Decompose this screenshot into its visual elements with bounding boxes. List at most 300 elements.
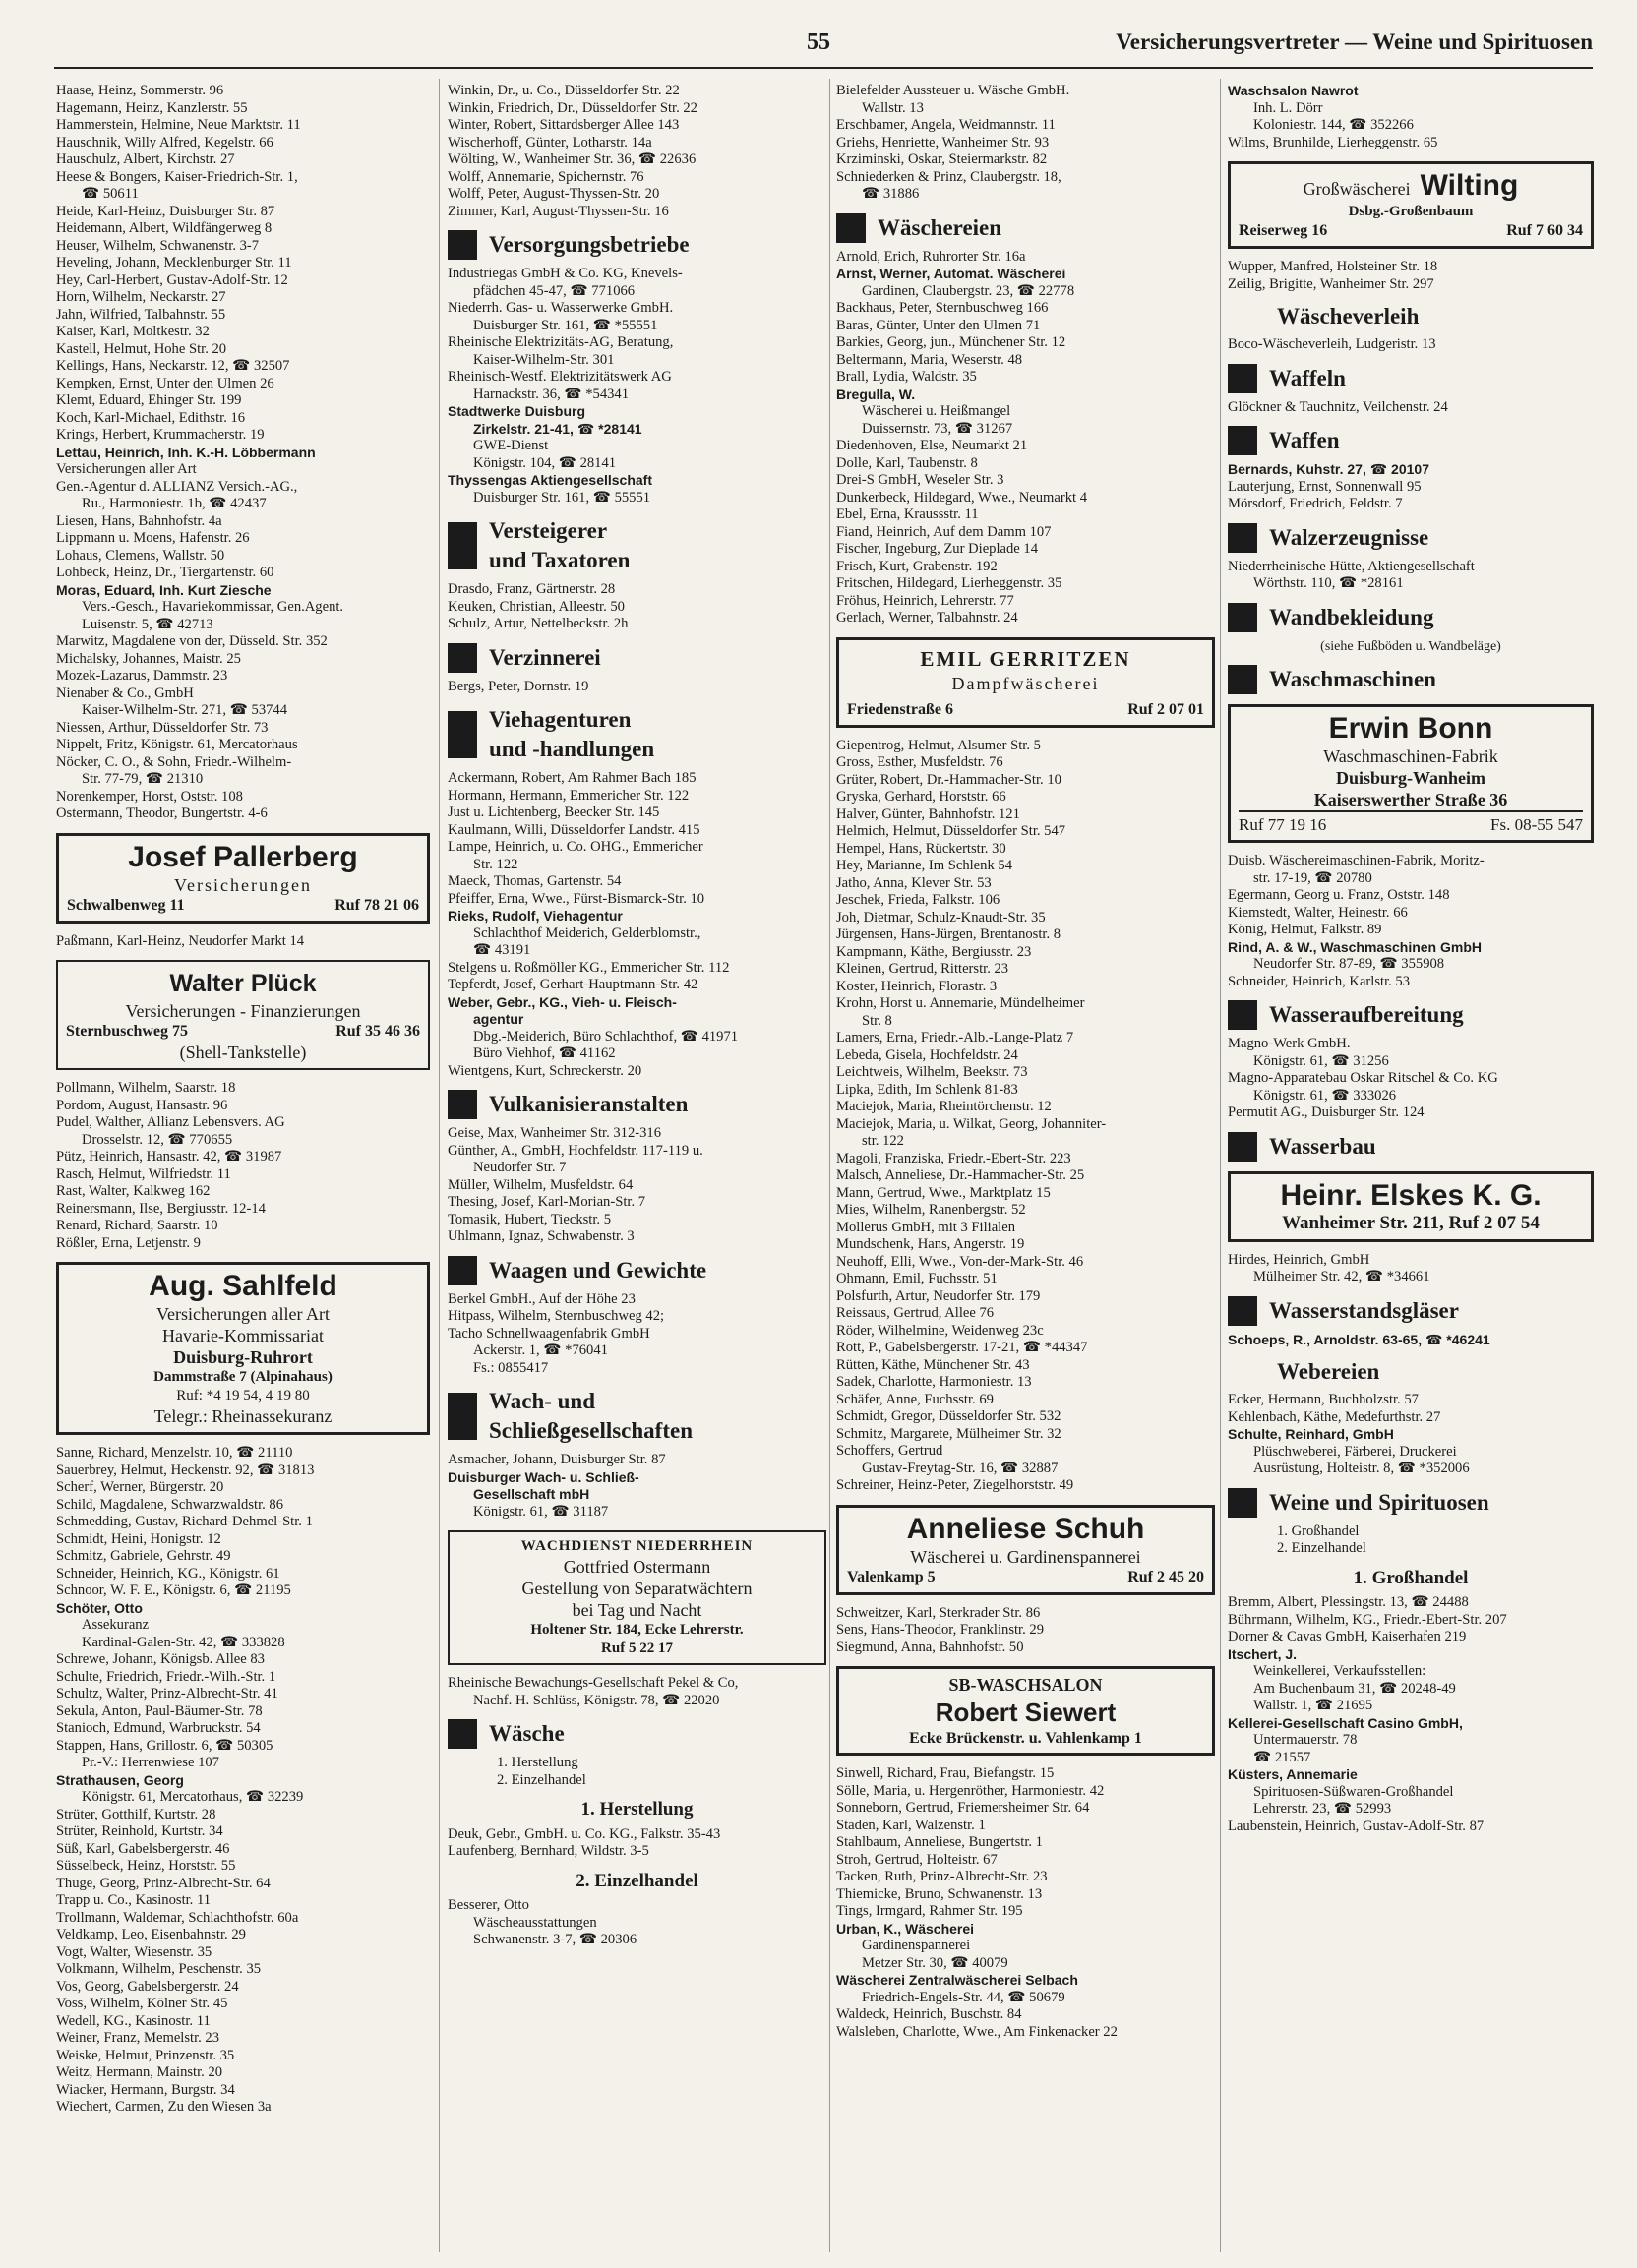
ad-line: Gottfried Ostermann <box>563 1557 711 1577</box>
list-item: Büro Viehhof, ☎ 41162 <box>473 1045 616 1061</box>
list-item: Heuser, Wilhelm, Schwanenstr. 3-7 <box>56 237 260 254</box>
section-title: Wäscheverleih <box>1277 304 1420 328</box>
list-item: Kellerei-Gesellschaft Casino GmbH, <box>1228 1714 1463 1731</box>
list-item: GWE-Dienst <box>473 438 549 453</box>
list-item: Ackerstr. 1, ☎ *76041 <box>473 1343 608 1358</box>
entry-list <box>836 1605 1215 1657</box>
list-item: Jürgensen, Hans-Jürgen, Brentanostr. 8 <box>836 926 1061 942</box>
section-marker <box>448 1256 477 1285</box>
list-item: Brall, Lydia, Waldstr. 35 <box>836 369 977 385</box>
list-item: Magoli, Franziska, Friedr.-Ebert-Str. 223 <box>836 1150 1071 1166</box>
section-wasserbau <box>1228 1132 1594 1162</box>
entry-list <box>448 770 826 1080</box>
list-item: Mollerus GmbH, mit 3 Filialen <box>836 1219 1016 1235</box>
list-item: Lehrerstr. 23, ☎ 52993 <box>1253 1801 1392 1817</box>
entry-list <box>1228 559 1594 593</box>
list-item: Wupper, Manfred, Holsteiner Str. 18 <box>1228 259 1438 274</box>
list-item: Stelgens u. Roßmöller KG., Emmericher Str. 112 <box>448 959 730 976</box>
list-item: Sanne, Richard, Menzelstr. 10, ☎ 21110 <box>56 1445 293 1461</box>
list-item: Weiner, Franz, Memelstr. 23 <box>56 2030 220 2046</box>
list-item: Weitz, Hermann, Mainstr. 20 <box>56 2064 223 2080</box>
list-item: Lohbeck, Heinz, Dr., Tiergartenstr. 60 <box>56 565 274 580</box>
list-item: Mülheimer Str. 42, ☎ *34661 <box>1253 1269 1430 1284</box>
subsection-title: 2. Einzelhandel <box>576 1870 698 1891</box>
list-item: Hempel, Hans, Rückertstr. 30 <box>836 840 1006 857</box>
list-item: Untermauerstr. 78 <box>1253 1732 1358 1748</box>
list-item: Dbg.-Meiderich, Büro Schlachthof, ☎ 41971 <box>473 1028 739 1044</box>
list-item: Kaiser, Karl, Moltkestr. 32 <box>56 324 210 339</box>
list-item: Metzer Str. 30, ☎ 40079 <box>862 1954 1008 1971</box>
entry-list <box>448 1452 826 1521</box>
list-item: Schmitz, Margarete, Mülheimer Str. 32 <box>836 1425 1061 1442</box>
list-item: Schoeps, R., Arnoldstr. 63-65, ☎ *46241 <box>1228 1331 1490 1347</box>
list-item: Laubenstein, Heinrich, Gustav-Adolf-Str. 87 <box>1228 1818 1485 1834</box>
section-marker <box>1228 1488 1257 1518</box>
section-title: Weine und Spirituosen <box>1269 1489 1489 1515</box>
list-item: Just u. Lichtenberg, Beecker Str. 145 <box>448 805 660 820</box>
list-item: Niessen, Arthur, Düsseldorfer Str. 73 <box>56 719 269 736</box>
section-title: Walzerzeugnisse <box>1269 524 1429 550</box>
section-title: Vulkanisieranstalten <box>489 1092 689 1116</box>
section-title: Versorgungsbetriebe <box>489 232 690 257</box>
ad-line: Versicherungen <box>174 874 312 895</box>
section-waschmaschinen <box>1228 665 1594 694</box>
list-item: Winkin, Dr., u. Co., Düsseldorfer Str. 22 <box>448 83 680 98</box>
ad-pallerberg <box>56 833 430 924</box>
ad-line: Ecke Brückenstr. u. Vahlenkamp 1 <box>909 1730 1142 1747</box>
ad-line: Holtener Str. 184, Ecke Lehrerstr. <box>530 1622 744 1638</box>
list-item: Sinwell, Richard, Frau, Biefangstr. 15 <box>836 1765 1055 1781</box>
section-weine <box>1228 1488 1594 1518</box>
section-waffen <box>1228 426 1594 455</box>
list-item: Schulz, Artur, Nettelbeckstr. 2h <box>448 616 629 631</box>
list-item: Thesing, Josef, Karl-Morian-Str. 7 <box>448 1194 646 1210</box>
list-item: Ausrüstung, Holteistr. 8, ☎ *352006 <box>1253 1461 1470 1476</box>
entry-list <box>448 1826 826 1861</box>
list-item: Niederrheinische Hütte, Aktiengesellschaft <box>1228 558 1475 574</box>
list-item: Reinersmann, Ilse, Bergiusstr. 12-14 <box>56 1200 266 1217</box>
ad-line: Ruf: *4 19 54, 4 19 80 <box>176 1388 310 1403</box>
list-item: König, Helmut, Falkstr. 89 <box>1228 922 1382 937</box>
list-item: Pütz, Heinrich, Hansastr. 42, ☎ 31987 <box>56 1149 282 1164</box>
entry-list <box>1228 336 1594 354</box>
list-item: Weinkellerei, Verkaufsstellen: <box>1253 1663 1426 1679</box>
list-item: ☎ 21557 <box>1253 1749 1311 1765</box>
entry-list <box>836 1765 1215 2041</box>
list-item: Lauterjung, Ernst, Sonnenwall 95 <box>1228 478 1422 495</box>
list-item: Weber, Gebr., KG., Vieh- u. Fleisch- <box>448 993 677 1010</box>
list-item: Str. 8 <box>862 1012 892 1029</box>
list-item: Stappen, Hans, Grillostr. 6, ☎ 50305 <box>56 1737 273 1754</box>
list-item: Hey, Carl-Herbert, Gustav-Adolf-Str. 12 <box>56 271 288 288</box>
section-waffeln <box>1228 364 1594 393</box>
cross-reference: (siehe Fußböden u. Wandbeläge) <box>1320 638 1501 654</box>
list-item: Kaiser-Wilhelm-Str. 271, ☎ 53744 <box>82 702 288 718</box>
list-item: Küsters, Annemarie <box>1228 1766 1358 1782</box>
entry-list <box>1228 1036 1594 1122</box>
list-item: Grüter, Robert, Dr.-Hammacher-Str. 10 <box>836 771 1061 788</box>
list-item: Scherf, Werner, Bürgerstr. 20 <box>56 1479 224 1495</box>
list-item: Neudorfer Str. 87-89, ☎ 355908 <box>1253 956 1445 972</box>
list-item: Jahn, Wilfried, Talbahnstr. 55 <box>56 306 226 323</box>
list-item: agentur <box>473 1011 524 1027</box>
column-1 <box>56 83 430 2117</box>
list-item: Strüter, Reinhold, Kurtstr. 34 <box>56 1823 223 1839</box>
section-vieh <box>448 705 826 764</box>
list-item: Strathausen, Georg <box>56 1771 184 1788</box>
list-item: Nachf. H. Schlüss, Königstr. 78, ☎ 22020 <box>473 1692 720 1708</box>
list-item: str. 17-19, ☎ 20780 <box>1253 869 1372 886</box>
ad-line: Duisburg-Wanheim <box>1335 768 1486 788</box>
list-item: Jatho, Anna, Klever Str. 53 <box>836 874 992 891</box>
list-item: Thiemicke, Bruno, Schwanenstr. 13 <box>836 1885 1043 1902</box>
list-item: Kaiser-Wilhelm-Str. 301 <box>473 351 615 368</box>
entry-list <box>448 1755 826 1789</box>
ad-name: Anneliese Schuh <box>906 1512 1145 1545</box>
list-item: Rind, A. & W., Waschmaschinen GmbH <box>1228 938 1482 955</box>
section-title: Waschmaschinen <box>1269 667 1436 691</box>
column-divider <box>439 79 440 2252</box>
list-item: Ohmann, Emil, Fuchsstr. 51 <box>836 1271 998 1286</box>
list-item: 1. Herstellung <box>497 1755 578 1770</box>
list-item: Polsfurth, Artur, Neudorfer Str. 179 <box>836 1287 1041 1304</box>
ad-street: Reiserweg 16 <box>1239 222 1328 239</box>
list-item: Dorner & Cavas GmbH, Kaiserhafen 219 <box>1228 1629 1467 1644</box>
section-marker <box>1228 665 1257 694</box>
ad-phone: Ruf 35 46 36 <box>335 1023 420 1040</box>
list-item: Liesen, Hans, Bahnhofstr. 4a <box>56 512 222 529</box>
list-item: Schäfer, Anne, Fuchsstr. 69 <box>836 1391 994 1407</box>
list-item: Nöcker, C. O., & Sohn, Friedr.-Wilhelm- <box>56 753 292 770</box>
list-item: Lipka, Edith, Im Schlenk 81-83 <box>836 1081 1018 1098</box>
entry-list <box>448 581 826 633</box>
entry-list <box>448 83 826 220</box>
column-4 <box>1228 83 1594 1835</box>
list-item: Drasdo, Franz, Gärtnerstr. 28 <box>448 581 616 597</box>
section-marker <box>448 230 477 260</box>
list-item: Koch, Karl-Michael, Edithstr. 16 <box>56 409 246 426</box>
list-item: Wörthstr. 110, ☎ *28161 <box>1253 575 1404 591</box>
section-waescheverleih <box>1228 303 1594 330</box>
ad-phone: Ruf 77 19 16 <box>1239 815 1327 834</box>
list-item: Maciejok, Maria, u. Wilkat, Georg, Johanniter- <box>836 1115 1107 1132</box>
ad-name: EMIL GERRITZEN <box>920 646 1131 671</box>
ad-name: Aug. Sahlfeld <box>149 1270 337 1302</box>
section-wasserstand <box>1228 1296 1594 1326</box>
list-item: Kehlenbach, Käthe, Medefurthstr. 27 <box>1228 1408 1441 1425</box>
section-marker <box>1228 364 1257 393</box>
list-item: Beltermann, Maria, Weserstr. 48 <box>836 351 1023 368</box>
section-waagen <box>448 1256 826 1285</box>
section-marker <box>1228 1000 1257 1030</box>
list-item: Griehs, Henriette, Wanheimer Str. 93 <box>836 134 1050 150</box>
entry-list <box>448 266 826 507</box>
list-item: Keuken, Christian, Alleestr. 50 <box>448 598 625 615</box>
list-item: Bielefelder Aussteuer u. Wäsche GmbH. <box>836 83 1070 98</box>
list-item: Sölle, Maria, u. Hergenröther, Harmoniestr. 42 <box>836 1782 1105 1799</box>
list-item: Gryska, Gerhard, Horststr. 66 <box>836 789 1006 805</box>
section-marker <box>448 1719 477 1749</box>
entry-list <box>56 1080 430 1252</box>
ad-schuh <box>836 1505 1215 1595</box>
ad-plueck <box>56 960 430 1070</box>
list-item: Schulte, Friedrich, Friedr.-Wilh.-Str. 1 <box>56 1668 276 1685</box>
list-item: Stadtwerke Duisburg <box>448 403 586 419</box>
list-item: Königstr. 61, ☎ 31256 <box>1253 1052 1389 1069</box>
ad-elskes <box>1228 1171 1594 1242</box>
list-item: Hormann, Hermann, Emmericher Str. 122 <box>448 787 690 804</box>
list-item: Schoffers, Gertrud <box>836 1443 943 1459</box>
list-item: Stahlbaum, Anneliese, Bungertstr. 1 <box>836 1834 1043 1850</box>
list-item: Trapp u. Co., Kasinostr. 11 <box>56 1892 212 1908</box>
list-item: Geise, Max, Wanheimer Str. 312-316 <box>448 1125 662 1141</box>
list-item: Berkel GmbH., Auf der Höhe 23 <box>448 1290 636 1307</box>
list-item: Waschsalon Nawrot <box>1228 83 1359 98</box>
list-item: Maciejok, Maria, Rheintörchenstr. 12 <box>836 1099 1052 1114</box>
list-item: Thyssengas Aktiengesellschaft <box>448 472 653 488</box>
list-item: Erschbamer, Angela, Weidmannstr. 11 <box>836 117 1056 133</box>
list-item: Kardinal-Galen-Str. 42, ☎ 333828 <box>82 1634 285 1650</box>
list-item: Wolff, Peter, August-Thyssen-Str. 20 <box>448 186 660 202</box>
entry-list <box>448 1125 826 1246</box>
list-item: Mundschenk, Hans, Angerstr. 19 <box>836 1236 1025 1252</box>
list-item: Pr.-V.: Herrenwiese 107 <box>82 1755 219 1770</box>
list-item: Hitpass, Wilhelm, Sternbuschweg 42; <box>448 1308 665 1324</box>
section-title: Wasserbau <box>1269 1133 1376 1159</box>
list-item: Spirituosen-Süßwaren-Großhandel <box>1253 1783 1454 1800</box>
list-item: Königstr. 61, ☎ 31187 <box>473 1503 609 1520</box>
entry-list <box>56 1445 430 2117</box>
ad-line: Dsbg.-Großenbaum <box>1348 204 1474 219</box>
list-item: Sadek, Charlotte, Harmoniestr. 13 <box>836 1374 1032 1390</box>
list-item: Königstr. 61, ☎ 333026 <box>1253 1087 1397 1104</box>
list-item: Duisburger Str. 161, ☎ 55551 <box>473 489 651 506</box>
list-item: Thuge, Georg, Prinz-Albrecht-Str. 64 <box>56 1875 271 1891</box>
list-item: Schild, Magdalene, Schwarzwaldstr. 86 <box>56 1496 284 1513</box>
list-item: Lohaus, Clemens, Wallstr. 50 <box>56 547 225 564</box>
section-title: Webereien <box>1277 1359 1380 1384</box>
list-item: 1. Großhandel <box>1277 1522 1360 1539</box>
list-item: Horn, Wilhelm, Neckarstr. 27 <box>56 289 226 305</box>
ad-street: Sternbuschweg 75 <box>66 1023 189 1040</box>
list-item: Weiske, Helmut, Prinzenstr. 35 <box>56 2047 235 2063</box>
ad-line: Telegr.: Rheinassekuranz <box>153 1406 333 1426</box>
section-marker <box>448 1090 477 1119</box>
section-waesche <box>448 1719 826 1749</box>
list-item: Ackermann, Robert, Am Rahmer Bach 185 <box>448 770 697 786</box>
list-item: Hagemann, Heinz, Kanzlerstr. 55 <box>56 99 248 116</box>
list-item: Nienaber & Co., GmbH <box>56 685 194 701</box>
list-item: Rheinische Bewachungs-Gesellschaft Pekel & Co, <box>448 1675 739 1691</box>
list-item: Backhaus, Peter, Sternbuschweg 166 <box>836 300 1049 316</box>
list-item: Drei-S GmbH, Weseler Str. 3 <box>836 472 1004 488</box>
entry-list <box>1228 83 1594 151</box>
list-item: Urban, K., Wäscherei <box>836 1920 975 1937</box>
section-title: Wasserstandsgläser <box>1269 1297 1459 1323</box>
list-item: Michalsky, Johannes, Maistr. 25 <box>56 650 241 667</box>
list-item: Halver, Günter, Bahnhofstr. 121 <box>836 806 1020 822</box>
section-marker <box>1228 523 1257 553</box>
list-item: Permutit AG., Duisburger Str. 124 <box>1228 1104 1425 1120</box>
list-item: Ru., Harmoniestr. 1b, ☎ 42437 <box>82 496 267 511</box>
list-item: Tings, Irmgard, Rahmer Str. 195 <box>836 1903 1023 1919</box>
list-item: Pordom, August, Hansastr. 96 <box>56 1097 228 1113</box>
list-item: Veldkamp, Leo, Eisenbahnstr. 29 <box>56 1927 246 1942</box>
list-item: Magno-Apparatebau Oskar Ritschel & Co. KG <box>1228 1070 1498 1086</box>
ad-line: (Shell-Tankstelle) <box>179 1043 307 1062</box>
list-item: Stanioch, Edmund, Warbruckstr. 54 <box>56 1720 261 1736</box>
list-item: Rößler, Erna, Letjenstr. 9 <box>56 1234 201 1251</box>
list-item: Röder, Wilhelmine, Weidenweg 23c <box>836 1322 1044 1339</box>
list-item: Am Buchenbaum 31, ☎ 20248-49 <box>1253 1680 1456 1697</box>
list-item: Rütten, Käthe, Münchener Str. 43 <box>836 1356 1030 1373</box>
list-item: Schneider, Heinrich, Karlstr. 53 <box>1228 973 1411 989</box>
ad-line: Dampfwäscherei <box>951 673 1100 693</box>
list-item: ☎ 50611 <box>82 186 139 202</box>
list-item: Fiand, Heinrich, Auf dem Damm 107 <box>836 523 1052 540</box>
list-item: Kleinen, Gertrud, Ritterstr. 23 <box>836 961 1009 977</box>
list-item: Lamers, Erna, Friedr.-Alb.-Lange-Platz 7 <box>836 1030 1074 1045</box>
section-title: Wach- und Schließgesellschaften <box>489 1389 693 1443</box>
list-item: Koster, Heinrich, Florastr. 3 <box>836 978 998 994</box>
list-item: Schultz, Walter, Prinz-Albrecht-Str. 41 <box>56 1686 278 1701</box>
list-item: Stroh, Gertrud, Holteistr. 67 <box>836 1851 998 1868</box>
list-item: Wischerhoff, Günter, Lotharstr. 14a <box>448 134 652 150</box>
list-item: Paßmann, Karl-Heinz, Neudorfer Markt 14 <box>56 932 305 949</box>
section-title: Waffen <box>1269 428 1340 452</box>
entry-list <box>56 83 430 823</box>
list-item: Rieks, Rudolf, Viehagentur <box>448 908 623 924</box>
list-item: Sonneborn, Gertrud, Friemersheimer Str. 64 <box>836 1800 1090 1816</box>
list-item: Uhlmann, Ignaz, Schwabenstr. 3 <box>448 1228 635 1244</box>
list-item: Voss, Wilhelm, Kölner Str. 45 <box>56 1996 228 2011</box>
section-title: Wäsche <box>489 1721 565 1746</box>
list-item: Mann, Gertrud, Wwe., Marktplatz 15 <box>836 1184 1051 1201</box>
list-item: Bührmann, Wilhelm, KG., Friedr.-Ebert-Str. 207 <box>1228 1611 1507 1628</box>
list-item: Schmidt, Gregor, Düsseldorfer Str. 532 <box>836 1408 1061 1424</box>
list-item: Heese & Bongers, Kaiser-Friedrich-Str. 1, <box>56 168 298 185</box>
ad-telex: Fs. 08-55 547 <box>1490 815 1583 834</box>
ad-ostermann <box>448 1530 826 1665</box>
ad-street: Valenkamp 5 <box>847 1568 936 1585</box>
entry-list <box>836 249 1215 627</box>
list-item: Tacken, Ruth, Prinz-Albrecht-Str. 23 <box>836 1869 1048 1884</box>
list-item: Gross, Esther, Musfeldstr. 76 <box>836 754 1003 770</box>
list-item: Lebeda, Gisela, Hochfeldstr. 24 <box>836 1046 1018 1063</box>
list-item: Glöckner & Tauchnitz, Veilchenstr. 24 <box>1228 398 1448 415</box>
entry-list <box>1228 461 1594 513</box>
list-item: Schöter, Otto <box>56 1599 143 1616</box>
list-item: Ebel, Erna, Kraussstr. 11 <box>836 507 979 522</box>
list-item: Kempken, Ernst, Unter den Ulmen 26 <box>56 375 274 391</box>
entry-list <box>448 1675 826 1709</box>
list-item: Baras, Günter, Unter den Ulmen 71 <box>836 317 1041 333</box>
list-item: Schweitzer, Karl, Sterkrader Str. 86 <box>836 1604 1041 1621</box>
list-item: Bergs, Peter, Dornstr. 19 <box>448 678 589 694</box>
list-item: Duissernstr. 73, ☎ 31267 <box>862 420 1013 437</box>
page-header <box>54 30 1593 59</box>
list-item: Magno-Werk GmbH. <box>1228 1036 1351 1051</box>
list-item: Strüter, Gotthilf, Kurtstr. 28 <box>56 1806 216 1822</box>
list-item: Egermann, Georg u. Franz, Oststr. 148 <box>1228 887 1450 903</box>
section-verzinnerei <box>448 643 826 673</box>
list-item: Arnst, Werner, Automat. Wäscherei <box>836 266 1066 281</box>
list-item: Wilms, Brunhilde, Lierheggenstr. 65 <box>1228 134 1438 150</box>
list-item: Heveling, Johann, Mecklenburger Str. 11 <box>56 255 292 270</box>
list-item: Schnoor, W. F. E., Königstr. 6, ☎ 21195 <box>56 1582 291 1598</box>
ad-line: Waschmaschinen-Fabrik <box>1323 746 1498 766</box>
list-item: Kiemstedt, Walter, Heinestr. 66 <box>1228 904 1408 921</box>
entry-list <box>1228 1594 1594 1835</box>
list-item: Pollmann, Wilhelm, Saarstr. 18 <box>56 1080 236 1096</box>
section-marker <box>1228 1296 1257 1326</box>
section-marker <box>448 643 477 673</box>
ad-line: Versicherungen - Finanzierungen <box>125 1001 361 1021</box>
ad-name: Wilting <box>1420 169 1519 202</box>
list-item: Gustav-Freytag-Str. 16, ☎ 32887 <box>862 1460 1059 1476</box>
section-webereien <box>1228 1358 1594 1386</box>
entry-list <box>448 1291 826 1378</box>
list-item: Tomasik, Hubert, Tieckstr. 5 <box>448 1211 611 1227</box>
list-item: Asmacher, Johann, Duisburger Str. 87 <box>448 1452 666 1467</box>
ad-line: Wanheimer Str. 211, Ruf 2 07 54 <box>1282 1212 1540 1233</box>
ad-siewert <box>836 1666 1215 1756</box>
list-item: Gardinen, Claubergstr. 23, ☎ 22778 <box>862 282 1075 299</box>
list-item: Mies, Wilhelm, Ranenbergstr. 52 <box>836 1202 1026 1218</box>
entry-list <box>1228 1332 1594 1349</box>
list-item: Bregulla, W. <box>836 386 916 402</box>
list-item: Drosselstr. 12, ☎ 770655 <box>82 1131 233 1148</box>
list-item: Krohn, Horst u. Annemarie, Mündelheimer <box>836 995 1085 1011</box>
section-marker <box>1228 1132 1257 1162</box>
list-item: Wallstr. 13 <box>862 99 924 116</box>
list-item: Hammerstein, Helmine, Neue Marktstr. 11 <box>56 117 301 133</box>
list-item: Itschert, J. <box>1228 1645 1298 1662</box>
list-item: Heidemann, Albert, Wildfängerweg 8 <box>56 220 273 236</box>
ad-line: WACHDIENST NIEDERRHEIN <box>520 1538 754 1554</box>
list-item: 2. Einzelhandel <box>1277 1540 1366 1556</box>
list-item: Lampe, Heinrich, u. Co. OHG., Emmericher <box>448 839 703 855</box>
list-item: Str. 77-79, ☎ 21310 <box>82 771 204 787</box>
list-item: Renard, Richard, Saarstr. 10 <box>56 1218 218 1233</box>
list-item: Krziminski, Oskar, Steiermarkstr. 82 <box>836 151 1048 167</box>
list-item: Hirdes, Heinrich, GmbH <box>1228 1251 1370 1268</box>
list-item: Schlachthof Meiderich, Gelderblomstr., <box>473 925 701 941</box>
list-item: Wäscherei Zentralwäscherei Selbach <box>836 1972 1078 1988</box>
list-item: Wallstr. 1, ☎ 21695 <box>1253 1698 1373 1713</box>
subsection-title: 1. Großhandel <box>1353 1567 1469 1588</box>
list-item: Moras, Eduard, Inh. Kurt Ziesche <box>56 581 272 598</box>
list-item: ☎ 31886 <box>862 186 920 202</box>
ad-gerritzen <box>836 637 1215 728</box>
column-2 <box>448 83 826 1949</box>
section-title: Versteigerer und Taxatoren <box>489 518 631 572</box>
list-item: Sens, Hans-Theodor, Franklinstr. 29 <box>836 1622 1045 1638</box>
entry-list <box>1228 853 1594 990</box>
list-item: Zeilig, Brigitte, Wanheimer Str. 297 <box>1228 275 1434 292</box>
list-item: Duisb. Wäschereimaschinen-Fabrik, Moritz- <box>1228 853 1485 868</box>
list-item: Sekula, Anton, Paul-Bäumer-Str. 78 <box>56 1702 263 1719</box>
ad-sahlfeld <box>56 1262 430 1435</box>
list-item: Hauschulz, Albert, Kirchstr. 27 <box>56 151 235 167</box>
section-vulkan <box>448 1090 826 1119</box>
list-item: Sauerbrey, Helmut, Heckenstr. 92, ☎ 31813 <box>56 1462 315 1478</box>
list-item: Schmitz, Gabriele, Gehrstr. 49 <box>56 1548 231 1564</box>
section-marker <box>448 522 477 569</box>
column-divider <box>829 79 830 2252</box>
list-item: Königstr. 61, Mercatorhaus, ☎ 32239 <box>82 1789 304 1805</box>
list-item: Zirkelstr. 21-41, ☎ *28141 <box>473 420 642 437</box>
